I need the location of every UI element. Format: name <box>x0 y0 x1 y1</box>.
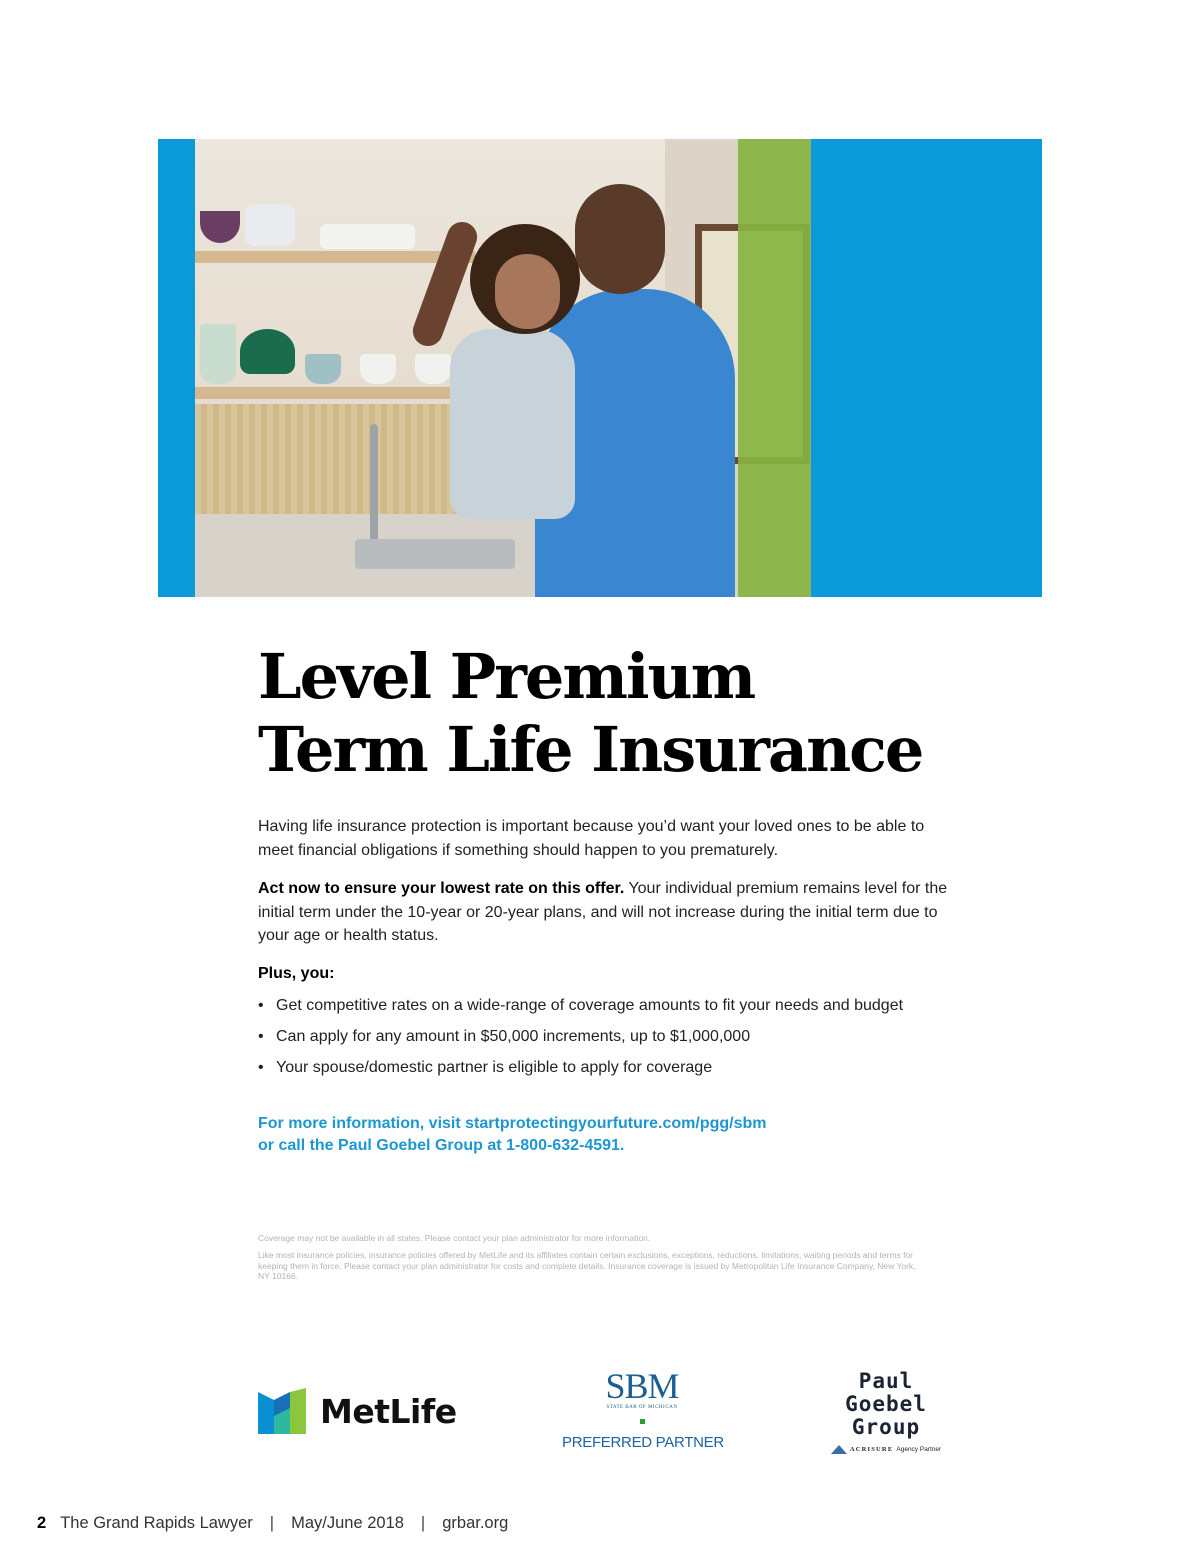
page-number: 2 <box>37 1514 47 1532</box>
metlife-m-icon <box>258 1388 306 1434</box>
pgg-line-2: Goebel <box>845 1392 927 1416</box>
sbm-subtitle: STATE BAR OF MICHIGAN <box>606 1405 678 1410</box>
acrisure-triangle-icon <box>831 1445 847 1454</box>
sbm-tagline: PREFERRED PARTNER <box>562 1434 724 1451</box>
hero-photo <box>195 139 811 597</box>
cta-link-line[interactable]: For more information, visit startprotectingyourfuture.com/pgg/sbm <box>258 1115 767 1132</box>
sbm-logo <box>562 1368 722 1451</box>
footer-separator: | <box>420 1514 426 1532</box>
offer-bold-text: Act now to ensure your lowest rate on this offer. <box>258 880 625 897</box>
issue-date: May/June 2018 <box>291 1514 404 1532</box>
disclaimer-2: Like most insurance policies, insurance policies offered by MetLife and its affiliates contain certain exclusions, exceptions, reductions, limitations, waiting periods and terms for keeping them in force. Please contact your plan administrator for costs and complete details. Insurance coverage is issued by Metropolitan Life Insurance Company, New York, NY 10166. <box>258 1250 916 1281</box>
list-item: • Get competitive rates on a wide-range of coverage amounts to fit your needs and budget <box>258 993 978 1024</box>
paul-goebel-group-logo <box>822 1370 950 1454</box>
disclaimer-1: Coverage may not be available in all states. Please contact your plan administrator for more information. <box>258 1233 651 1243</box>
hero-banner <box>158 139 1042 597</box>
title-line-2: Term Life Insurance <box>258 713 923 786</box>
footer-separator: | <box>269 1514 275 1532</box>
pgg-wordmark <box>822 1370 950 1439</box>
website-link[interactable]: grbar.org <box>442 1514 509 1532</box>
title-line-1: Level Premium <box>258 640 755 713</box>
page-footer <box>37 1514 508 1533</box>
publication-name: The Grand Rapids Lawyer <box>60 1514 253 1532</box>
pgg-line-3: Group <box>851 1415 921 1439</box>
acrisure-label: Agency Partner <box>896 1446 942 1453</box>
acrisure-partner <box>822 1445 950 1454</box>
pgg-line-1: Paul <box>858 1369 914 1393</box>
contact-info <box>258 1113 766 1157</box>
green-stripe <box>738 139 811 597</box>
metlife-wordmark: MetLife <box>320 1391 457 1431</box>
plus-heading: Plus, you: <box>258 965 335 982</box>
acrisure-brand: ACRISURE <box>849 1446 894 1453</box>
list-item: • Your spouse/domestic partner is eligible to apply for coverage <box>258 1055 978 1086</box>
sbm-dot-icon <box>640 1419 645 1424</box>
intro-paragraph: Having life insurance protection is important because you’d want your loved ones to be able to meet financial obligations if something should happen to you prematurely. <box>258 818 925 859</box>
offer-text: Your individual premium remains level for the initial term under the 10-year or 20-year plans, and will not increase during the initial term due to your age or health status. <box>258 880 948 944</box>
page-title <box>258 640 922 786</box>
list-item: • Can apply for any amount in $50,000 increments, up to $1,000,000 <box>258 1024 978 1055</box>
sbm-letters: SBM <box>605 1366 679 1406</box>
metlife-logo <box>258 1388 457 1434</box>
cta-phone-line[interactable]: or call the Paul Goebel Group at 1-800-632-4591. <box>258 1137 625 1154</box>
benefits-list <box>258 993 978 1086</box>
offer-paragraph <box>258 877 958 948</box>
